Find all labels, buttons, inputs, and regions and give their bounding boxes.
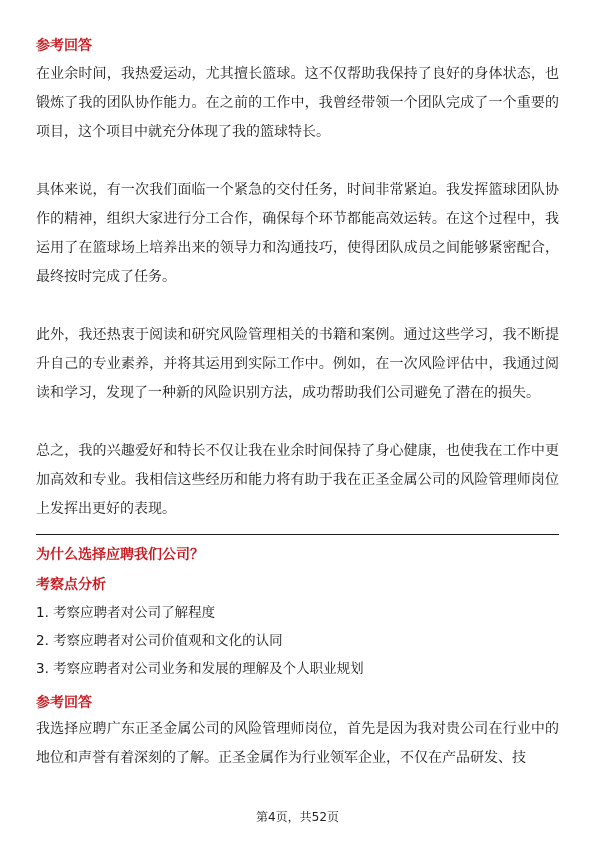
- paragraph: 总之，我的兴趣爱好和特长不仅让我在业余时间保持了身心健康，也使我在工作中更加高效和专业。我相信这些经历和能力将有助于我在正圣金属公司的风险管理师岗位上发挥出更好的表现。: [36, 443, 559, 517]
- divider: [36, 534, 559, 535]
- paragraph: 具体来说，有一次我们面临一个紧急的交付任务，时间非常紧迫。我发挥篮球团队协作的精神，组织大家进行分工合作，确保每个环节都能高效运转。在这个过程中，我运用了在篮球场上培养出来的领导力和沟通技巧，使得团队成员之间能够紧密配合，最终按时完成了任务。: [36, 182, 559, 285]
- analysis-label: 考察点分析: [36, 577, 106, 593]
- list-item: 3. 考察应聘者对公司业务和发展的理解及个人职业规划: [36, 661, 364, 677]
- analysis-list: [36, 599, 559, 683]
- answer-label: 参考回答: [36, 38, 92, 54]
- answer-label: 参考回答: [36, 695, 92, 711]
- paragraph: 在业余时间，我热爱运动，尤其擅长篮球。这不仅帮助我保持了良好的身体状态，也锻炼了我的团队协作能力。在之前的工作中，我曾经带领一个团队完成了一个重要的项目，这个项目中就充分体现了我的篮球特长。: [36, 66, 559, 140]
- page-footer: 第4页，共52页: [256, 810, 339, 824]
- list-item: 2. 考察应聘者对公司价值观和文化的认同: [36, 633, 283, 649]
- question-title: 为什么选择应聘我们公司？: [36, 547, 204, 563]
- paragraph: 我选择应聘广东正圣金属公司的风险管理师岗位，首先是因为我对贵公司在行业中的地位和声誉有着深刻的了解。正圣金属作为行业领军企业，不仅在产品研发、技: [36, 721, 559, 766]
- paragraph: 此外，我还热衷于阅读和研究风险管理相关的书籍和案例。通过这些学习，我不断提升自己的专业素养，并将其运用到实际工作中。例如，在一次风险评估中，我通过阅读和学习，发现了一种新的风险识别方法，成功帮助我们公司避免了潜在的损失。: [36, 327, 559, 401]
- page-content: [36, 36, 559, 773]
- list-item: 1. 考察应聘者对公司了解程度: [36, 605, 216, 621]
